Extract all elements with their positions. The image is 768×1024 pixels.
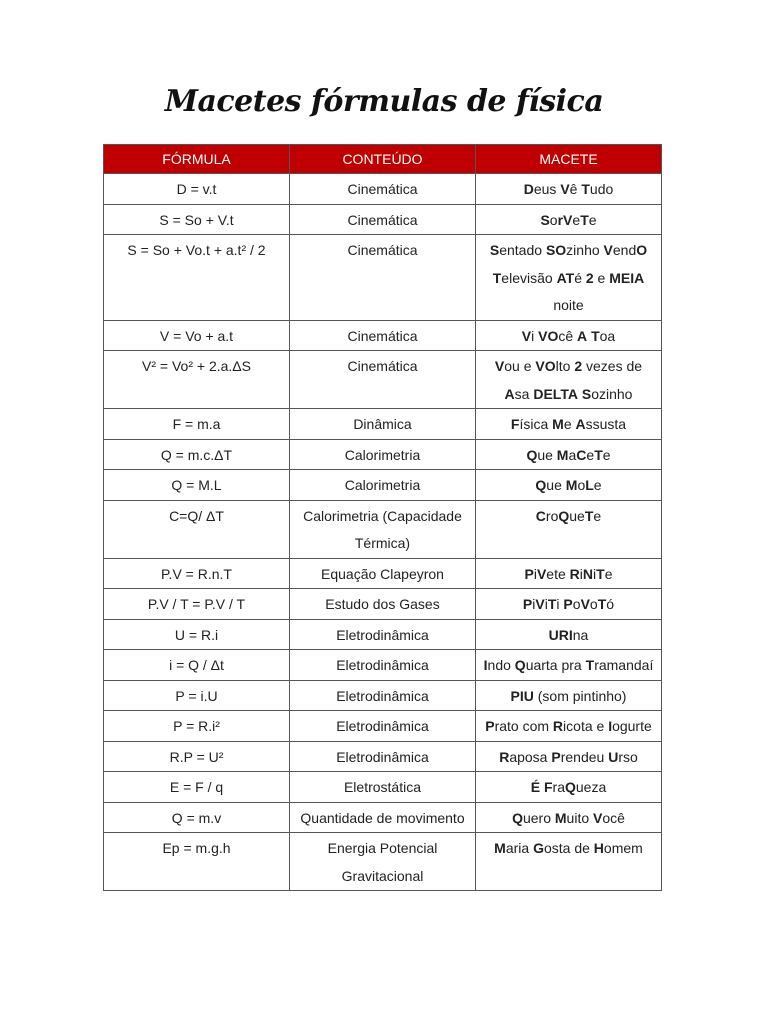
macete-cell — [476, 589, 662, 620]
header-content: CONTEÚDO — [290, 145, 476, 174]
macete-highlight: S — [489, 242, 500, 258]
macete-highlight: I — [608, 718, 613, 734]
macete-text: ogurte — [612, 718, 652, 734]
table-row — [104, 650, 662, 681]
macete-highlight: R — [499, 748, 510, 765]
table-row — [104, 802, 662, 833]
macete-text: e — [593, 477, 602, 493]
macete-cell — [476, 174, 662, 205]
table-row — [104, 558, 662, 589]
macete-highlight: Q — [558, 507, 570, 524]
macete-highlight: V — [521, 327, 532, 344]
macete-text: sa — [514, 385, 534, 402]
macete-cell — [476, 470, 662, 501]
macete-text: e — [593, 269, 610, 286]
macete-highlight: MEIA — [609, 269, 645, 286]
macete-highlight: T — [580, 211, 589, 228]
formula-cell: Q = M.L — [104, 470, 290, 501]
table-row — [104, 589, 662, 620]
macete-highlight: M — [565, 477, 578, 493]
macete-cell — [476, 235, 662, 321]
content-cell: Cinemática — [290, 351, 476, 409]
macete-highlight: T — [547, 596, 557, 612]
macete-cell — [476, 833, 662, 891]
macete-cell — [476, 619, 662, 650]
macete-highlight: P — [524, 565, 534, 582]
macete-text: uero — [522, 809, 555, 826]
table-row — [104, 204, 662, 235]
table-row — [104, 351, 662, 409]
macete-text: ue — [546, 477, 566, 493]
macete-text: i — [531, 327, 539, 344]
macete-cell — [476, 802, 662, 833]
macete-highlight: Q — [535, 477, 547, 493]
macete-text: ozinho — [591, 385, 633, 402]
macete-highlight: O — [636, 242, 648, 258]
macete-highlight: V — [563, 211, 573, 228]
macete-highlight: VO — [535, 358, 556, 374]
macete-highlight: P — [563, 596, 573, 612]
formula-cell: P = R.i² — [104, 711, 290, 742]
macete-cell — [476, 741, 662, 772]
macete-text: i — [533, 565, 537, 582]
table-row — [104, 174, 662, 205]
macete-highlight: U — [608, 748, 619, 765]
macete-text: e — [572, 211, 581, 228]
macete-text: e — [602, 446, 611, 463]
formula-cell: C=Q/ ΔT — [104, 500, 290, 558]
macete-text: a — [568, 446, 577, 463]
content-cell: Estudo dos Gases — [290, 589, 476, 620]
content-cell: Calorimetria — [290, 470, 476, 501]
formula-cell: Ep = m.g.h — [104, 833, 290, 891]
table-row — [104, 833, 662, 891]
macete-text: vezes de — [582, 358, 643, 374]
page-title: Macetes fórmulas de física — [164, 84, 604, 119]
macete-text: oa — [599, 327, 616, 344]
macete-highlight: Q — [514, 657, 526, 673]
header-macete: MACETE — [476, 145, 662, 174]
macete-cell — [476, 558, 662, 589]
macete-text: rato com — [494, 718, 553, 734]
macete-text: na — [572, 626, 589, 643]
macete-text: aposa — [509, 748, 552, 765]
content-cell: Cinemática — [290, 235, 476, 321]
macete-cell — [476, 500, 662, 558]
macete-cell — [476, 204, 662, 235]
macete-text: osta de — [543, 840, 594, 856]
macete-highlight: V — [603, 242, 613, 258]
content-cell: Eletrodinâmica — [290, 650, 476, 681]
macete-highlight: A — [575, 416, 586, 432]
content-cell: Equação Clapeyron — [290, 558, 476, 589]
content-cell: Calorimetria (Capacidade Térmica) — [290, 500, 476, 558]
macete-text: i — [544, 596, 548, 612]
macete-cell — [476, 772, 662, 803]
macete-text: ro — [545, 507, 559, 524]
macete-highlight: V — [593, 809, 603, 826]
macete-highlight: T — [584, 507, 594, 524]
table-row — [104, 320, 662, 351]
formula-cell: E = F / q — [104, 772, 290, 803]
formula-cell: V = Vo + a.t — [104, 320, 290, 351]
content-cell: Calorimetria — [290, 439, 476, 470]
table-row — [104, 741, 662, 772]
macete-highlight: M — [556, 446, 569, 463]
macete-highlight: DELTA — [533, 385, 578, 402]
macete-highlight: Q — [512, 809, 523, 826]
macete-highlight: L — [585, 477, 594, 493]
macete-text: uarta pra — [525, 657, 586, 673]
table-row — [104, 470, 662, 501]
macete-text: i — [579, 565, 583, 582]
macete-highlight: C — [535, 507, 546, 524]
header-formula: FÓRMULA — [104, 145, 290, 174]
macete-text: ssusta — [585, 416, 627, 432]
macete-text: e — [588, 211, 597, 228]
macete-highlight: S — [581, 385, 592, 402]
macete-highlight: H — [593, 840, 604, 856]
macete-cell — [476, 439, 662, 470]
macete-text: ete — [546, 565, 570, 582]
table-row — [104, 619, 662, 650]
macete-text: o — [577, 477, 586, 493]
macete-text: zinho — [566, 242, 604, 258]
content-cell: Eletrodinâmica — [290, 741, 476, 772]
table-row — [104, 500, 662, 558]
macete-highlight: T — [492, 269, 502, 286]
macete-highlight: R — [552, 718, 564, 734]
macete-highlight: URI — [548, 626, 573, 643]
macete-text: (som pintinho) — [533, 687, 627, 704]
macete-highlight: V — [580, 596, 590, 612]
macete-text: i — [532, 596, 536, 612]
macete-highlight: M — [552, 416, 564, 432]
macete-text: uito — [566, 809, 594, 826]
table-row — [104, 680, 662, 711]
macete-text: eus — [533, 181, 561, 197]
macete-highlight: G — [533, 840, 544, 856]
macete-text: o — [589, 596, 598, 612]
macete-text: rendeu — [560, 748, 609, 765]
macete-text: icota e — [563, 718, 609, 734]
macete-text: ocê — [602, 809, 625, 826]
table-row — [104, 235, 662, 321]
macete-text: ísica — [519, 416, 553, 432]
macete-text: ndo — [487, 657, 515, 673]
macete-highlight: VO — [538, 327, 559, 344]
macete-text: cê — [558, 327, 578, 344]
macete-highlight: 2 — [574, 358, 583, 374]
macete-highlight: T — [591, 327, 600, 344]
macete-highlight: N — [582, 565, 594, 582]
macete-highlight: T — [581, 181, 590, 197]
macete-text: o — [549, 211, 558, 228]
macete-highlight: r — [557, 211, 564, 228]
macete-highlight: V — [560, 181, 570, 197]
macete-highlight: AT — [556, 269, 575, 286]
macete-text: elevisão — [501, 269, 557, 286]
macete-highlight: Q — [565, 779, 576, 795]
content-cell: Quantidade de movimento — [290, 802, 476, 833]
macete-highlight: V — [494, 358, 505, 374]
macete-text: udo — [589, 181, 614, 197]
macete-text: ue — [537, 446, 557, 463]
macete-text: ou e — [504, 358, 536, 374]
macete-cell — [476, 320, 662, 351]
macete-text: o — [572, 596, 581, 612]
macete-text: ue — [569, 507, 585, 524]
macete-highlight: PIU — [510, 687, 534, 704]
macete-text: omem — [603, 840, 643, 856]
macete-highlight: V — [536, 565, 547, 582]
formula-cell: i = Q / Δt — [104, 650, 290, 681]
macete-highlight: A — [504, 385, 515, 402]
content-cell: Eletrodinâmica — [290, 711, 476, 742]
macete-highlight: 2 — [585, 269, 594, 286]
macete-text: e — [586, 446, 595, 463]
macete-text: end — [612, 242, 637, 258]
table-header-row — [104, 145, 662, 174]
macete-text: ueza — [575, 779, 607, 795]
macete-highlight: M — [494, 840, 506, 856]
macete-highlight: P — [551, 748, 561, 765]
formula-cell: U = R.i — [104, 619, 290, 650]
macete-highlight: T — [594, 446, 603, 463]
content-cell: Eletrostática — [290, 772, 476, 803]
table-row — [104, 409, 662, 440]
macete-text: rso — [618, 748, 638, 765]
content-cell: Cinemática — [290, 174, 476, 205]
macete-cell — [476, 650, 662, 681]
macete-highlight: S — [540, 211, 550, 228]
macete-text: e — [563, 416, 576, 432]
content-cell: Cinemática — [290, 320, 476, 351]
formula-cell: S = So + Vo.t + a.t² / 2 — [104, 235, 290, 321]
macete-text: ra — [552, 779, 565, 795]
macete-highlight: SO — [545, 242, 567, 258]
macete-highlight: D — [523, 181, 534, 197]
macete-highlight: P — [485, 718, 495, 734]
formula-cell: F = m.a — [104, 409, 290, 440]
macete-text: ó — [606, 596, 615, 612]
macete-text: ê — [569, 181, 582, 197]
content-cell: Cinemática — [290, 204, 476, 235]
content-cell: Energia Potencial Gravitacional — [290, 833, 476, 891]
macete-highlight: R — [569, 565, 580, 582]
formula-cell: Q = m.c.ΔT — [104, 439, 290, 470]
macete-text: e — [593, 507, 602, 524]
macete-highlight: T — [596, 565, 605, 582]
content-cell: Eletrodinâmica — [290, 680, 476, 711]
macete-highlight: A — [577, 327, 588, 344]
macete-cell — [476, 711, 662, 742]
formula-cell: P = i.U — [104, 680, 290, 711]
content-cell: Dinâmica — [290, 409, 476, 440]
macete-highlight: C — [576, 446, 587, 463]
formula-cell: Q = m.v — [104, 802, 290, 833]
table-row — [104, 439, 662, 470]
macete-cell — [476, 680, 662, 711]
content-cell: Eletrodinâmica — [290, 619, 476, 650]
formula-cell: P.V = R.n.T — [104, 558, 290, 589]
macete-highlight: I — [483, 657, 488, 673]
macete-highlight: P — [522, 596, 533, 612]
table-row — [104, 772, 662, 803]
macete-cell — [476, 409, 662, 440]
table-row — [104, 711, 662, 742]
macete-highlight: F — [543, 779, 553, 795]
formula-cell: D = v.t — [104, 174, 290, 205]
formula-cell: V² = Vo² + 2.a.ΔS — [104, 351, 290, 409]
macete-highlight: V — [535, 596, 545, 612]
macete-text: é — [574, 269, 586, 286]
formula-cell: P.V / T = P.V / T — [104, 589, 290, 620]
macete-highlight: F — [510, 416, 520, 432]
macete-text: i — [593, 565, 597, 582]
macete-highlight: T — [597, 596, 607, 612]
macete-highlight: Q — [526, 446, 538, 463]
macete-text: e — [604, 565, 613, 582]
macete-highlight: M — [554, 809, 567, 826]
macete-text: noite — [553, 297, 584, 313]
formula-table — [103, 144, 662, 891]
macete-text: ramandaí — [594, 657, 654, 673]
macete-text: lto — [555, 358, 575, 374]
macete-text: entado — [499, 242, 546, 258]
macete-highlight: É — [530, 779, 541, 795]
macete-text: i — [556, 596, 564, 612]
macete-highlight: T — [585, 657, 595, 673]
macete-cell — [476, 351, 662, 409]
macete-text: aria — [505, 840, 534, 856]
formula-cell: R.P = U² — [104, 741, 290, 772]
formula-cell: S = So + V.t — [104, 204, 290, 235]
table-body — [104, 174, 662, 891]
